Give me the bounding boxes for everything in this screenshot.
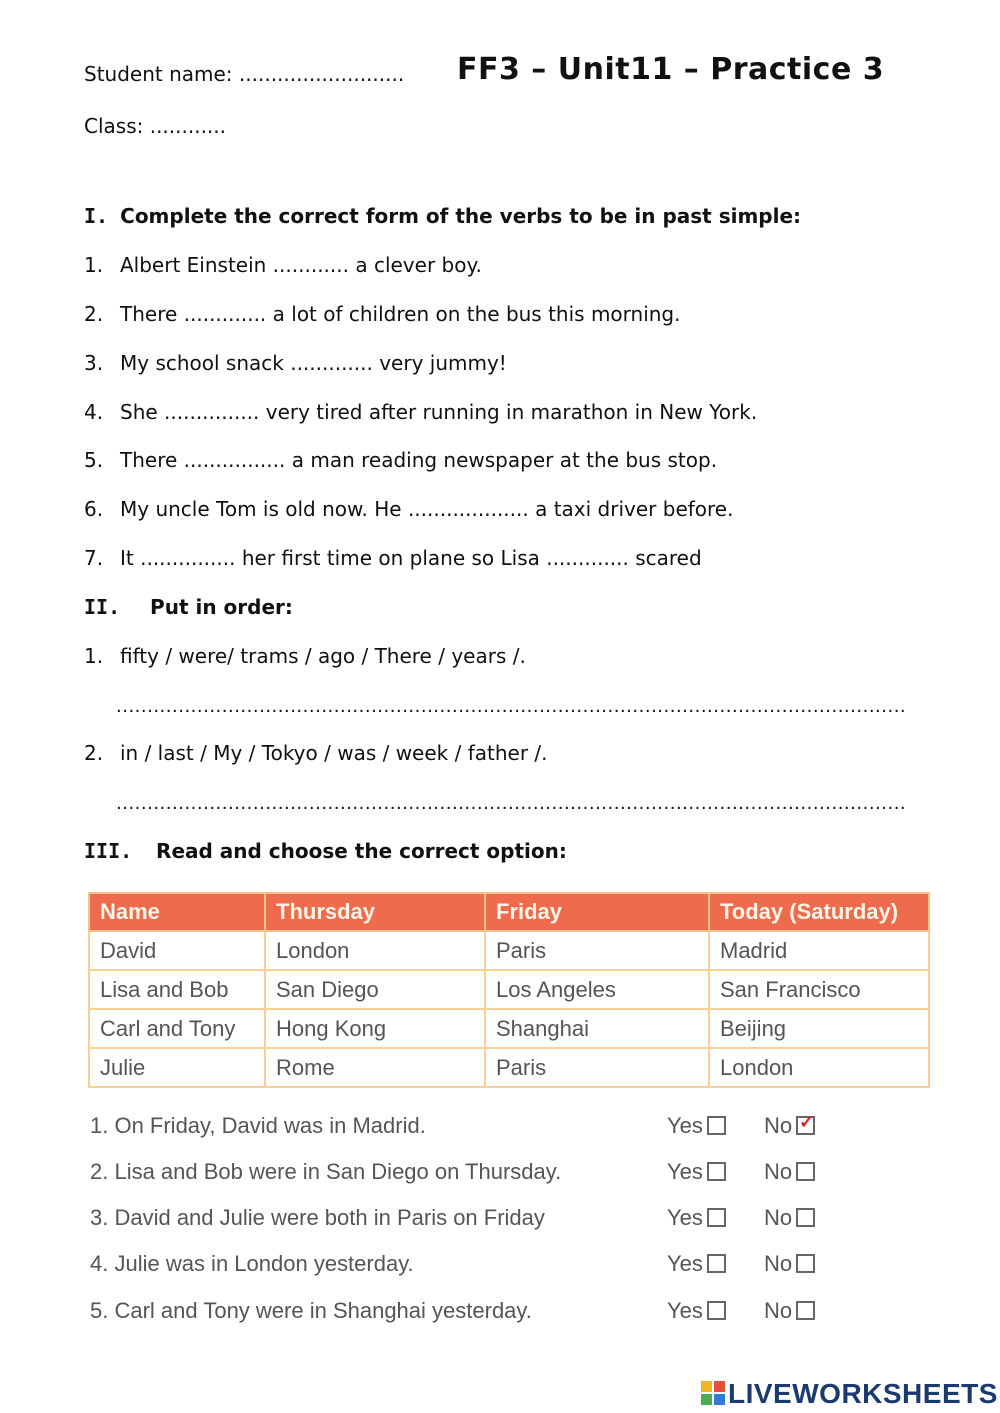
exercise-item[interactable]	[84, 351, 507, 375]
table-cell: Madrid	[709, 931, 929, 970]
table-cell: Shanghai	[485, 1009, 709, 1048]
item-text: Albert Einstein ............ a clever boy.	[120, 253, 482, 277]
yes-option[interactable]	[667, 1205, 726, 1231]
yes-checkbox[interactable]	[707, 1116, 726, 1135]
logo-text: LIVEWORKSHEETS	[728, 1378, 998, 1409]
column-header-thursday: Thursday	[265, 893, 485, 931]
order-item	[84, 741, 548, 765]
section-3-number: III.	[84, 839, 133, 863]
exercise-item[interactable]	[84, 302, 681, 326]
no-option[interactable]	[764, 1251, 815, 1277]
no-label: No	[764, 1251, 793, 1276]
table-row	[89, 970, 929, 1009]
no-label: No	[764, 1298, 793, 1323]
table-cell: David	[89, 931, 265, 970]
item-text: She ............... very tired after running in marathon in New York.	[120, 400, 758, 424]
class-field: Class: ............	[84, 114, 227, 138]
table-cell: London	[709, 1048, 929, 1087]
table-cell: Carl and Tony	[89, 1009, 265, 1048]
yes-checkbox[interactable]	[707, 1301, 726, 1320]
item-text: There ................ a man reading newspaper at the bus stop.	[120, 448, 718, 472]
column-header-friday: Friday	[485, 893, 709, 931]
item-number: 2.	[84, 302, 104, 326]
exercise-item[interactable]	[84, 546, 702, 570]
student-name-field: Student name: ..........................	[84, 62, 405, 86]
exercise-item[interactable]	[84, 400, 757, 424]
yes-option[interactable]	[667, 1159, 726, 1185]
exercise-item[interactable]	[84, 497, 733, 521]
table-cell: Los Angeles	[485, 970, 709, 1009]
section-2-title: Put in order:	[150, 595, 293, 619]
column-header-name: Name	[89, 893, 265, 931]
no-checkbox[interactable]	[796, 1162, 815, 1181]
question-text: 1. On Friday, David was in Madrid.	[90, 1113, 426, 1138]
table-cell: Beijing	[709, 1009, 929, 1048]
item-number: 7.	[84, 546, 104, 570]
item-number: 2.	[84, 741, 104, 765]
section-1-number: I.	[84, 204, 109, 228]
question-text: 5. Carl and Tony were in Shanghai yesterday.	[90, 1298, 532, 1323]
exercise-item[interactable]	[84, 253, 482, 277]
yes-label: Yes	[667, 1298, 703, 1323]
yes-option[interactable]	[667, 1298, 726, 1324]
section-3-heading	[84, 839, 567, 863]
yes-label: Yes	[667, 1251, 703, 1276]
item-text: My school snack ............. very jummy!	[120, 351, 507, 375]
item-number: 1.	[84, 644, 104, 668]
item-number: 1.	[84, 253, 104, 277]
table-cell: Lisa and Bob	[89, 970, 265, 1009]
section-1-title: Complete the correct form of the verbs to be in past simple:	[120, 204, 802, 228]
table-header-row	[89, 893, 929, 931]
no-checkbox[interactable]	[796, 1208, 815, 1227]
answer-line[interactable]: ...............................................................................................................................	[116, 696, 907, 717]
yes-label: Yes	[667, 1113, 703, 1138]
item-text: My uncle Tom is old now. He ................... a taxi driver before.	[120, 497, 734, 521]
order-item	[84, 644, 526, 668]
item-number: 5.	[84, 448, 104, 472]
table-cell: Hong Kong	[265, 1009, 485, 1048]
section-2-number: II.	[84, 595, 121, 619]
table-row	[89, 931, 929, 970]
section-3-title: Read and choose the correct option:	[156, 839, 567, 863]
table-cell: Julie	[89, 1048, 265, 1087]
worksheet-title: FF3 – Unit11 – Practice 3	[457, 52, 885, 87]
no-checkbox[interactable]	[796, 1301, 815, 1320]
table-row	[89, 1009, 929, 1048]
no-label: No	[764, 1205, 793, 1230]
no-option[interactable]	[764, 1159, 815, 1185]
item-number: 4.	[84, 400, 104, 424]
item-text: in / last / My / Tokyo / was / week / father /.	[120, 741, 548, 765]
no-checkbox[interactable]	[796, 1254, 815, 1273]
question-text: 4. Julie was in London yesterday.	[90, 1251, 414, 1276]
item-text: fifty / were/ trams / ago / There / years /.	[120, 644, 526, 668]
no-label: No	[764, 1159, 793, 1184]
table-cell: Paris	[485, 931, 709, 970]
item-number: 3.	[84, 351, 104, 375]
item-text: It ............... her first time on plane so Lisa ............. scared	[120, 546, 702, 570]
exercise-item[interactable]	[84, 448, 717, 472]
yes-option[interactable]	[667, 1251, 726, 1277]
yes-checkbox[interactable]	[707, 1208, 726, 1227]
no-option[interactable]	[764, 1113, 815, 1139]
answer-line[interactable]: ...............................................................................................................................	[116, 793, 907, 814]
table-cell: San Francisco	[709, 970, 929, 1009]
liveworksheets-logo-icon	[700, 1380, 726, 1406]
yes-label: Yes	[667, 1205, 703, 1230]
yes-checkbox[interactable]	[707, 1254, 726, 1273]
section-2-heading	[84, 595, 293, 619]
no-label: No	[764, 1113, 793, 1138]
travel-table	[88, 892, 930, 1088]
yes-checkbox[interactable]	[707, 1162, 726, 1181]
yes-label: Yes	[667, 1159, 703, 1184]
no-option[interactable]	[764, 1298, 815, 1324]
yes-option[interactable]	[667, 1113, 726, 1139]
liveworksheets-logo	[700, 1378, 998, 1410]
table-cell: San Diego	[265, 970, 485, 1009]
table-cell: London	[265, 931, 485, 970]
question-text: 2. Lisa and Bob were in San Diego on Thursday.	[90, 1159, 562, 1184]
table-cell: Rome	[265, 1048, 485, 1087]
question-text: 3. David and Julie were both in Paris on Friday	[90, 1205, 545, 1230]
column-header-saturday: Today (Saturday)	[709, 893, 929, 931]
table-cell: Paris	[485, 1048, 709, 1087]
no-checkbox[interactable]	[796, 1116, 815, 1135]
item-number: 6.	[84, 497, 104, 521]
table-row	[89, 1048, 929, 1087]
section-1-heading	[84, 204, 801, 228]
item-text: There ............. a lot of children on the bus this morning.	[120, 302, 681, 326]
no-option[interactable]	[764, 1205, 815, 1231]
